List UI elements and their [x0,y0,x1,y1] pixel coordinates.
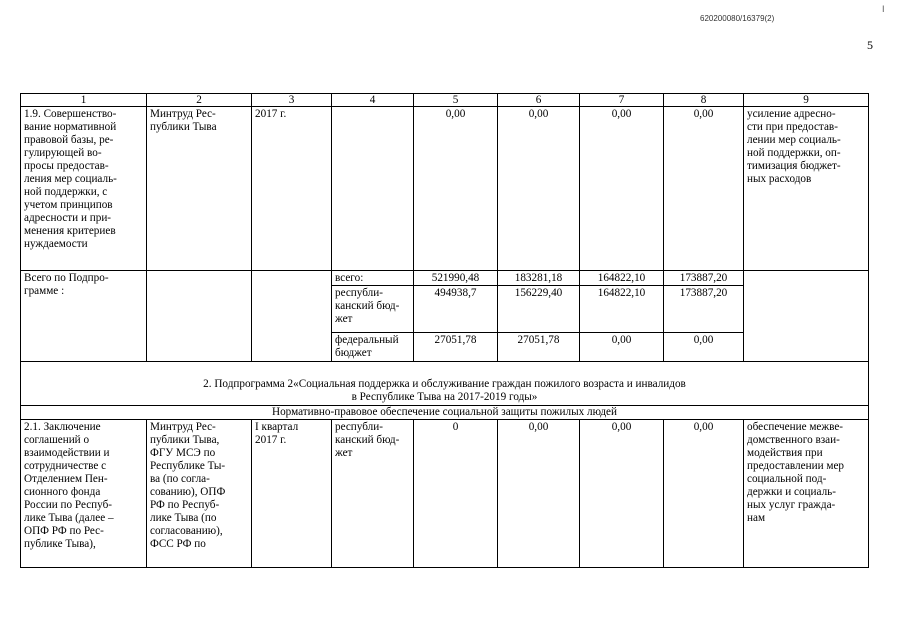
document-code: 620200080/16379(2) [700,14,775,23]
value-cell: 0,00 [580,107,664,271]
executor-cell: Минтруд Рес- публики Тыва [147,107,252,271]
source-cell [332,107,414,271]
corner-mark: I [882,4,885,14]
value-cell: 0,00 [664,333,744,362]
header-cell: 4 [332,94,414,107]
measure-cell: 2.1. Заключение соглашений о взаимодействии и сотрудничестве с Отделением Пен- сионного фонда России по Респуб- лике Тыва (далее – ОПФ РФ по Рес- публике Тыва), [21,420,147,568]
header-row [21,94,869,107]
value-cell: 0 [414,420,498,568]
value-cell: 494938,7 [414,286,498,333]
total-label: Всего по Подпро- грамме : [21,271,147,362]
result-cell: обеспечение межве- домственного взаи- модействия при предоставлении мер социальной под- держки и социаль- ных услуг гражда- нам [744,420,869,568]
table-row [21,107,869,271]
value-cell: 156229,40 [498,286,580,333]
subsection-title: Нормативно-правовое обеспечение социальной защиты пожилых людей [21,406,869,420]
section-row [21,362,869,406]
empty-cell [147,271,252,362]
value-cell: 0,00 [664,420,744,568]
value-cell: 183281,18 [498,271,580,286]
total-row [21,271,869,286]
value-cell: 0,00 [498,420,580,568]
header-cell: 7 [580,94,664,107]
value-cell: 173887,20 [664,286,744,333]
value-cell: 27051,78 [414,333,498,362]
header-cell: 1 [21,94,147,107]
source-cell: всего: [332,271,414,286]
deadline-cell: I квартал 2017 г. [252,420,332,568]
result-cell: усиление адресно- сти при предостав- лении мер социаль- ной поддержки, оп- тимизация бюджет- ных расходов [744,107,869,271]
page-number: 5 [867,38,873,52]
empty-cell [744,271,869,362]
header-cell: 3 [252,94,332,107]
value-cell: 0,00 [498,107,580,271]
source-cell: республи- канский бюд- жет [332,420,414,568]
subsection-row [21,406,869,420]
empty-cell [252,271,332,362]
measure-cell: 1.9. Совершенство- вание нормативной правовой базы, ре- гулирующей во- просы предостав- ления мер социаль- ной поддержки, с учетом принципов адресности и при- менения критериев нуждаемости [21,107,147,271]
header-cell: 2 [147,94,252,107]
value-cell: 164822,10 [580,286,664,333]
program-table [20,93,869,568]
section-title: 2. Подпрограмма 2«Социальная поддержка и обслуживание граждан пожилого возраста и инвалидов в Республике Тыва на 2017-2019 годы» [21,362,869,406]
source-cell: федеральный бюджет [332,333,414,362]
value-cell: 0,00 [580,420,664,568]
value-cell: 164822,10 [580,271,664,286]
header-cell: 5 [414,94,498,107]
header-cell: 9 [744,94,869,107]
header-cell: 8 [664,94,744,107]
value-cell: 0,00 [414,107,498,271]
source-cell: республи- канский бюд- жет [332,286,414,333]
deadline-cell: 2017 г. [252,107,332,271]
value-cell: 0,00 [664,107,744,271]
value-cell: 27051,78 [498,333,580,362]
table-row [21,420,869,568]
value-cell: 0,00 [580,333,664,362]
value-cell: 173887,20 [664,271,744,286]
executor-cell: Минтруд Рес- публики Тыва, ФГУ МСЭ по Республике Ты- ва (по согла- сованию), ОПФ РФ по Респуб- лике Тыва (по согласованию), ФСС РФ по [147,420,252,568]
header-cell: 6 [498,94,580,107]
value-cell: 521990,48 [414,271,498,286]
